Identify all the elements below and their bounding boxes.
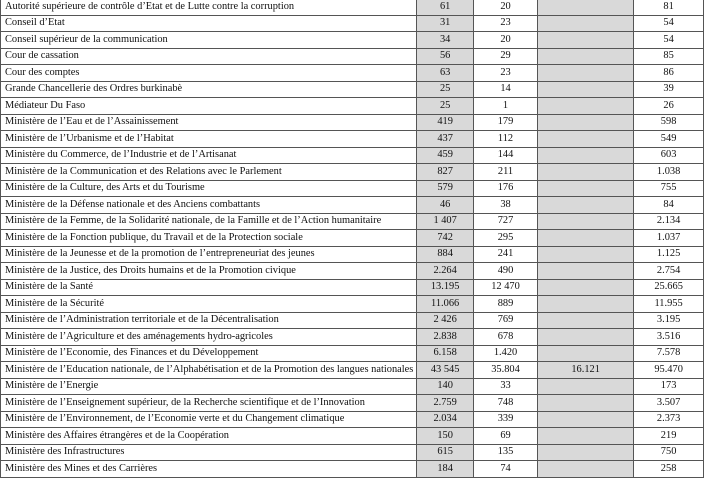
value-col3-cell bbox=[538, 15, 634, 32]
value-col3-cell bbox=[538, 312, 634, 329]
ministry-name-cell: Ministère de l’Environnement, de l’Economie verte et du Changement climatique bbox=[1, 411, 417, 428]
ministry-name-cell: Ministère de l’Eau et de l’Assainissement bbox=[1, 114, 417, 131]
total-cell: 85 bbox=[634, 48, 704, 65]
ministry-name-cell: Ministère de l’Urbanisme et de l’Habitat bbox=[1, 131, 417, 148]
ministry-name-cell: Ministère de la Culture, des Arts et du Tourisme bbox=[1, 180, 417, 197]
total-cell: 3.516 bbox=[634, 329, 704, 346]
value-col3-cell bbox=[538, 32, 634, 49]
ministry-name-cell: Grande Chancellerie des Ordres burkinabè bbox=[1, 81, 417, 98]
table-row bbox=[1, 395, 704, 412]
value-col2-cell: 144 bbox=[473, 147, 537, 164]
table-row bbox=[1, 131, 704, 148]
value-col2-cell: 112 bbox=[473, 131, 537, 148]
value-col1-cell: 742 bbox=[417, 230, 474, 247]
total-cell: 258 bbox=[634, 461, 704, 478]
total-cell: 81 bbox=[634, 0, 704, 15]
table-row bbox=[1, 296, 704, 313]
value-col2-cell: 20 bbox=[473, 0, 537, 15]
total-cell: 750 bbox=[634, 444, 704, 461]
total-cell: 7.578 bbox=[634, 345, 704, 362]
total-cell: 26 bbox=[634, 98, 704, 115]
table-row bbox=[1, 263, 704, 280]
value-col2-cell: 1 bbox=[473, 98, 537, 115]
ministry-name-cell: Ministère de la Justice, des Droits humains et de la Promotion civique bbox=[1, 263, 417, 280]
value-col3-cell bbox=[538, 411, 634, 428]
value-col1-cell: 2 426 bbox=[417, 312, 474, 329]
table-row bbox=[1, 246, 704, 263]
table-row bbox=[1, 48, 704, 65]
value-col2-cell: 29 bbox=[473, 48, 537, 65]
value-col1-cell: 25 bbox=[417, 98, 474, 115]
value-col2-cell: 889 bbox=[473, 296, 537, 313]
table-row bbox=[1, 362, 704, 379]
value-col1-cell: 11.066 bbox=[417, 296, 474, 313]
table-row bbox=[1, 213, 704, 230]
table-row bbox=[1, 428, 704, 445]
table-row bbox=[1, 329, 704, 346]
table-row bbox=[1, 32, 704, 49]
value-col3-cell: 16.121 bbox=[538, 362, 634, 379]
value-col2-cell: 727 bbox=[473, 213, 537, 230]
table-row bbox=[1, 461, 704, 478]
value-col3-cell bbox=[538, 131, 634, 148]
table-row bbox=[1, 230, 704, 247]
value-col3-cell bbox=[538, 279, 634, 296]
value-col1-cell: 827 bbox=[417, 164, 474, 181]
value-col1-cell: 56 bbox=[417, 48, 474, 65]
value-col3-cell bbox=[538, 230, 634, 247]
table-row bbox=[1, 197, 704, 214]
value-col3-cell bbox=[538, 428, 634, 445]
value-col2-cell: 135 bbox=[473, 444, 537, 461]
value-col3-cell bbox=[538, 164, 634, 181]
value-col2-cell: 339 bbox=[473, 411, 537, 428]
value-col3-cell bbox=[538, 147, 634, 164]
total-cell: 1.037 bbox=[634, 230, 704, 247]
ministry-name-cell: Ministère de l’Enseignement supérieur, de la Recherche scientifique et de l’Innovation bbox=[1, 395, 417, 412]
value-col1-cell: 2.034 bbox=[417, 411, 474, 428]
value-col3-cell bbox=[538, 329, 634, 346]
table-row bbox=[1, 312, 704, 329]
value-col2-cell: 176 bbox=[473, 180, 537, 197]
value-col2-cell: 23 bbox=[473, 15, 537, 32]
value-col3-cell bbox=[538, 395, 634, 412]
table-row bbox=[1, 411, 704, 428]
value-col2-cell: 38 bbox=[473, 197, 537, 214]
total-cell: 2.754 bbox=[634, 263, 704, 280]
value-col1-cell: 34 bbox=[417, 32, 474, 49]
table-row bbox=[1, 180, 704, 197]
value-col1-cell: 2.759 bbox=[417, 395, 474, 412]
value-col3-cell bbox=[538, 81, 634, 98]
ministry-name-cell: Ministère de l’Administration territoriale et de la Décentralisation bbox=[1, 312, 417, 329]
value-col2-cell: 74 bbox=[473, 461, 537, 478]
value-col1-cell: 2.838 bbox=[417, 329, 474, 346]
value-col3-cell bbox=[538, 98, 634, 115]
value-col1-cell: 2.264 bbox=[417, 263, 474, 280]
ministry-name-cell: Ministère des Affaires étrangères et de la Coopération bbox=[1, 428, 417, 445]
total-cell: 84 bbox=[634, 197, 704, 214]
ministry-name-cell: Cour de cassation bbox=[1, 48, 417, 65]
value-col2-cell: 33 bbox=[473, 378, 537, 395]
ministry-name-cell: Conseil d’Etat bbox=[1, 15, 417, 32]
value-col2-cell: 14 bbox=[473, 81, 537, 98]
total-cell: 603 bbox=[634, 147, 704, 164]
total-cell: 86 bbox=[634, 65, 704, 82]
value-col2-cell: 295 bbox=[473, 230, 537, 247]
total-cell: 54 bbox=[634, 15, 704, 32]
total-cell: 3.195 bbox=[634, 312, 704, 329]
value-col1-cell: 31 bbox=[417, 15, 474, 32]
value-col1-cell: 43 545 bbox=[417, 362, 474, 379]
value-col3-cell bbox=[538, 246, 634, 263]
value-col1-cell: 46 bbox=[417, 197, 474, 214]
total-cell: 755 bbox=[634, 180, 704, 197]
value-col1-cell: 13.195 bbox=[417, 279, 474, 296]
value-col3-cell bbox=[538, 48, 634, 65]
value-col2-cell: 241 bbox=[473, 246, 537, 263]
ministry-name-cell: Ministère de la Communication et des Relations avec le Parlement bbox=[1, 164, 417, 181]
value-col3-cell bbox=[538, 296, 634, 313]
ministry-name-cell: Ministère de la Jeunesse et de la promotion de l’entrepreneuriat des jeunes bbox=[1, 246, 417, 263]
value-col3-cell bbox=[538, 444, 634, 461]
value-col2-cell: 211 bbox=[473, 164, 537, 181]
table-row bbox=[1, 279, 704, 296]
value-col1-cell: 61 bbox=[417, 0, 474, 15]
ministry-name-cell: Ministère de la Fonction publique, du Travail et de la Protection sociale bbox=[1, 230, 417, 247]
table-row bbox=[1, 65, 704, 82]
value-col2-cell: 678 bbox=[473, 329, 537, 346]
value-col3-cell bbox=[538, 114, 634, 131]
table-row bbox=[1, 345, 704, 362]
value-col3-cell bbox=[538, 345, 634, 362]
total-cell: 95.470 bbox=[634, 362, 704, 379]
ministry-name-cell: Conseil supérieur de la communication bbox=[1, 32, 417, 49]
total-cell: 219 bbox=[634, 428, 704, 445]
value-col1-cell: 140 bbox=[417, 378, 474, 395]
ministry-name-cell: Autorité supérieure de contrôle d’Etat et de Lutte contre la corruption bbox=[1, 0, 417, 15]
value-col3-cell bbox=[538, 0, 634, 15]
ministry-name-cell: Ministère du Commerce, de l’Industrie et de l’Artisanat bbox=[1, 147, 417, 164]
total-cell: 25.665 bbox=[634, 279, 704, 296]
value-col2-cell: 748 bbox=[473, 395, 537, 412]
total-cell: 54 bbox=[634, 32, 704, 49]
table-row bbox=[1, 0, 704, 15]
value-col1-cell: 419 bbox=[417, 114, 474, 131]
ministry-name-cell: Ministère des Infrastructures bbox=[1, 444, 417, 461]
table-row bbox=[1, 444, 704, 461]
value-col2-cell: 12 470 bbox=[473, 279, 537, 296]
table-row bbox=[1, 147, 704, 164]
value-col2-cell: 69 bbox=[473, 428, 537, 445]
ministry-name-cell: Ministère de l’Economie, des Finances et du Développement bbox=[1, 345, 417, 362]
table-row bbox=[1, 98, 704, 115]
total-cell: 598 bbox=[634, 114, 704, 131]
total-cell: 39 bbox=[634, 81, 704, 98]
ministry-name-cell: Médiateur Du Faso bbox=[1, 98, 417, 115]
total-cell: 11.955 bbox=[634, 296, 704, 313]
table-row bbox=[1, 81, 704, 98]
value-col3-cell bbox=[538, 180, 634, 197]
value-col3-cell bbox=[538, 263, 634, 280]
value-col1-cell: 615 bbox=[417, 444, 474, 461]
table-row bbox=[1, 15, 704, 32]
total-cell: 2.373 bbox=[634, 411, 704, 428]
ministry-name-cell: Cour des comptes bbox=[1, 65, 417, 82]
value-col3-cell bbox=[538, 461, 634, 478]
total-cell: 549 bbox=[634, 131, 704, 148]
value-col2-cell: 179 bbox=[473, 114, 537, 131]
value-col3-cell bbox=[538, 65, 634, 82]
value-col1-cell: 25 bbox=[417, 81, 474, 98]
total-cell: 3.507 bbox=[634, 395, 704, 412]
ministry-name-cell: Ministère de la Défense nationale et des Anciens combattants bbox=[1, 197, 417, 214]
ministry-name-cell: Ministère de l’Education nationale, de l’Alphabétisation et de la Promotion des langues nationales bbox=[1, 362, 417, 379]
ministry-name-cell: Ministère de l’Energie bbox=[1, 378, 417, 395]
table-row bbox=[1, 114, 704, 131]
table-row bbox=[1, 378, 704, 395]
value-col2-cell: 35.804 bbox=[473, 362, 537, 379]
ministry-name-cell: Ministère de la Sécurité bbox=[1, 296, 417, 313]
value-col1-cell: 150 bbox=[417, 428, 474, 445]
value-col1-cell: 184 bbox=[417, 461, 474, 478]
total-cell: 1.038 bbox=[634, 164, 704, 181]
ministry-name-cell: Ministère des Mines et des Carrières bbox=[1, 461, 417, 478]
total-cell: 2.134 bbox=[634, 213, 704, 230]
value-col1-cell: 579 bbox=[417, 180, 474, 197]
value-col2-cell: 769 bbox=[473, 312, 537, 329]
total-cell: 1.125 bbox=[634, 246, 704, 263]
value-col3-cell bbox=[538, 197, 634, 214]
value-col2-cell: 23 bbox=[473, 65, 537, 82]
table-row bbox=[1, 164, 704, 181]
table-body bbox=[1, 0, 704, 477]
value-col1-cell: 884 bbox=[417, 246, 474, 263]
value-col2-cell: 20 bbox=[473, 32, 537, 49]
ministry-name-cell: Ministère de la Femme, de la Solidarité nationale, de la Famille et de l’Action humanitaire bbox=[1, 213, 417, 230]
value-col3-cell bbox=[538, 378, 634, 395]
ministry-name-cell: Ministère de l’Agriculture et des aménagements hydro-agricoles bbox=[1, 329, 417, 346]
value-col1-cell: 459 bbox=[417, 147, 474, 164]
value-col1-cell: 1 407 bbox=[417, 213, 474, 230]
value-col2-cell: 1.420 bbox=[473, 345, 537, 362]
value-col1-cell: 437 bbox=[417, 131, 474, 148]
ministry-name-cell: Ministère de la Santé bbox=[1, 279, 417, 296]
total-cell: 173 bbox=[634, 378, 704, 395]
value-col1-cell: 63 bbox=[417, 65, 474, 82]
value-col2-cell: 490 bbox=[473, 263, 537, 280]
value-col3-cell bbox=[538, 213, 634, 230]
value-col1-cell: 6.158 bbox=[417, 345, 474, 362]
